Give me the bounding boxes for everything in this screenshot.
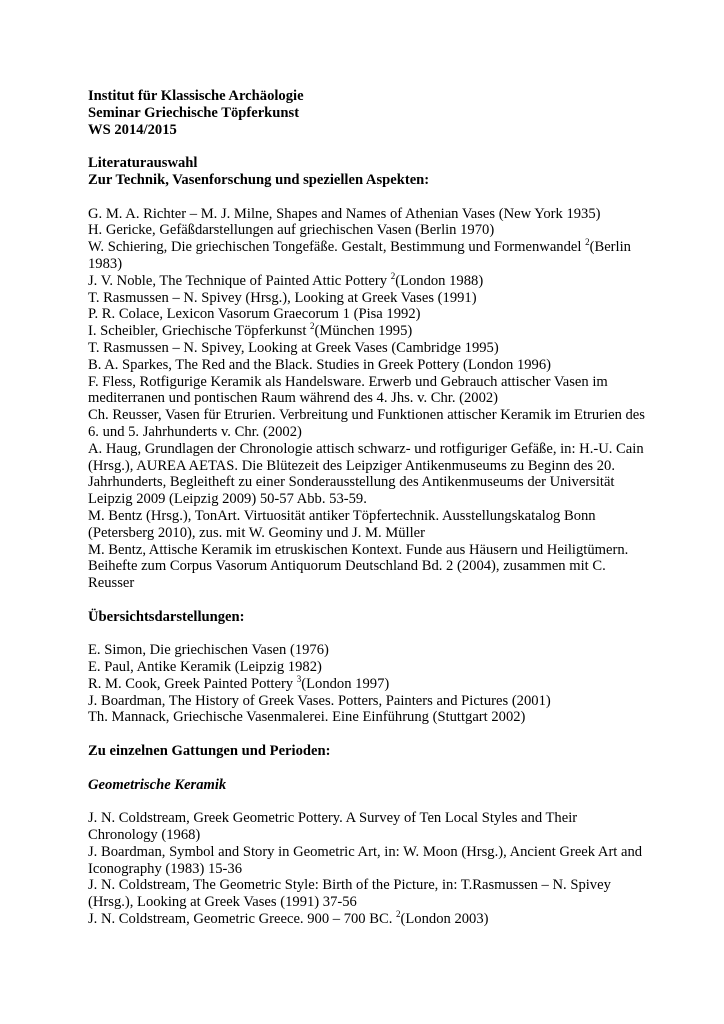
entry-text: I. Scheibler, Griechische Töpferkunst (88, 323, 311, 340)
entry-text: G. M. A. Richter – M. J. Milne, Shapes and Names of Athenian Vases (New York 1935) (88, 205, 601, 222)
entry-publication: (London 1997) (301, 675, 390, 692)
bibliography-entry (88, 206, 648, 223)
entry-publication: (Berlin 1983) (88, 239, 631, 272)
entry-text: T. Rasmussen – N. Spivey, Looking at Greek Vases (Cambridge 1995) (88, 339, 499, 356)
literature-subheading: Zur Technik, Vasenforschung und speziellen Aspekten: (88, 171, 430, 188)
entry-text: F. Fless, Rotfigurige Keramik als Handelsware. Erwerb und Gebrauch attischer Vasen im mediterranen und pontischen Raum während des 4. Jhs. v. Chr. (2002) (88, 373, 608, 407)
entry-text: Ch. Reusser, Vasen für Etrurien. Verbreitung und Funktionen attischer Keramik im Etrurien des 6. und 5. Jahrhunderts v. Chr. (2002) (88, 407, 645, 440)
bibliography-entry (88, 877, 648, 911)
document-page (88, 88, 648, 928)
bibliography-entry (88, 709, 648, 726)
bibliography-entry (88, 693, 648, 710)
bibliography-entry (88, 508, 648, 542)
bibliography-entry (88, 374, 648, 408)
bibliography-entry (88, 911, 648, 928)
seminar-title: Seminar Griechische Töpferkunst (88, 104, 300, 121)
bibliography-entry (88, 441, 648, 508)
edition-superscript: 2 (396, 909, 401, 920)
entry-publication: (London 1988) (395, 272, 484, 289)
entry-text: E. Paul, Antike Keramik (Leipzig 1982) (88, 659, 322, 676)
bibliography-entry (88, 222, 648, 239)
entry-text: M. Bentz (Hrsg.), TonArt. Virtuosität antiker Töpfertechnik. Ausstellungskatalog Bonn (Petersberg 2010), zus. mit W. Geominy und J. M. Müller (88, 507, 596, 541)
overview-list (88, 642, 648, 726)
institute-title: Institut für Klassische Archäologie (88, 88, 304, 104)
spacer (88, 626, 648, 643)
spacer (88, 726, 648, 743)
bibliography-entry (88, 239, 648, 273)
geometric-list (88, 810, 648, 928)
entry-text: M. Bentz, Attische Keramik im etruskischen Kontext. Funde aus Häusern und Heiligtümern. Beihefte zum Corpus Vasorum Antiquorum Deutschland Bd. 2 (2004), zusammen mit C. Reusser (88, 541, 629, 592)
bibliography-entry (88, 676, 648, 693)
bibliography-entry (88, 407, 648, 441)
spacer (88, 592, 648, 609)
bibliography-entry (88, 642, 648, 659)
entry-text: J. N. Coldstream, The Geometric Style: Birth of the Picture, in: T.Rasmussen – N. Spivey (Hrsg.), Looking at Greek Vases (1991) 37-56 (88, 877, 611, 911)
bibliography-entry (88, 844, 648, 878)
overview-heading: Übersichtsdarstellungen: (88, 608, 245, 625)
bibliography-entry (88, 323, 648, 340)
bibliography-entry (88, 810, 648, 844)
entry-text: T. Rasmussen – N. Spivey (Hrsg.), Looking at Greek Vases (1991) (88, 289, 477, 306)
bibliography-entry (88, 270, 648, 290)
entry-text: J. N. Coldstream, Greek Geometric Pottery. A Survey of Ten Local Styles and Their Chronology (1968) (88, 810, 578, 844)
bibliography-entry (88, 306, 648, 323)
entry-text: B. A. Sparkes, The Red and the Black. Studies in Greek Pottery (London 1996) (88, 356, 552, 373)
entry-text: W. Schiering, Die griechischen Tongefäße. Gestalt, Bestimmung und Formenwandel (88, 239, 586, 256)
bibliography-entry (88, 290, 648, 307)
bibliography-entry (88, 340, 648, 357)
entry-text: E. Simon, Die griechischen Vasen (1976) (88, 642, 329, 659)
edition-superscript: 2 (585, 237, 590, 248)
term-label: WS 2014/2015 (88, 121, 177, 138)
spacer (88, 189, 648, 206)
literature-list (88, 206, 648, 592)
entry-publication: (London 2003) (400, 911, 489, 928)
literature-heading: Literaturauswahl (88, 155, 198, 172)
entry-text: J. N. Coldstream, Geometric Greece. 900 – 700 BC. (88, 911, 397, 928)
genres-heading: Zu einzelnen Gattungen und Perioden: (88, 743, 331, 760)
edition-superscript: 3 (296, 674, 302, 685)
edition-superscript: 2 (390, 270, 396, 281)
entry-text: P. R. Colace, Lexicon Vasorum Graecorum 1 (Pisa 1992) (88, 306, 421, 323)
entry-text: Th. Mannack, Griechische Vasenmalerei. Eine Einführung (Stuttgart 2002) (88, 709, 526, 726)
spacer (88, 138, 648, 155)
entry-text: J. Boardman, The History of Greek Vases. Potters, Painters and Pictures (2001) (88, 692, 551, 709)
edition-superscript: 2 (310, 321, 315, 332)
entry-text: A. Haug, Grundlagen der Chronologie attisch schwarz- und rotfiguriger Gefäße, in: H.-U. Cain (Hrsg.), AUREA AETAS. Die Blütezeit des Leipziger Antikenmuseums zu Beginn des 20. Jahrhunderts, Begleitheft zu einer Sonderausstellung des Antikenmuseums der Universität Leipzig 2009 (Leipzig 2009) 50-57 Abb. 53-59. (88, 440, 644, 508)
entry-publication: (München 1995) (314, 323, 413, 340)
spacer (88, 793, 648, 810)
entry-text: R. M. Cook, Greek Painted Pottery (88, 675, 297, 692)
spacer (88, 760, 648, 777)
entry-text: J. V. Noble, The Technique of Painted Attic Pottery (88, 272, 391, 289)
entry-text: H. Gericke, Gefäßdarstellungen auf griechischen Vasen (Berlin 1970) (88, 222, 495, 239)
geometric-subheading: Geometrische Keramik (88, 776, 227, 793)
bibliography-entry (88, 659, 648, 676)
entry-text: J. Boardman, Symbol and Story in Geometric Art, in: W. Moon (Hrsg.), Ancient Greek Art and Iconography (1983) 15-36 (88, 843, 643, 877)
bibliography-entry (88, 357, 648, 374)
bibliography-entry (88, 542, 648, 592)
